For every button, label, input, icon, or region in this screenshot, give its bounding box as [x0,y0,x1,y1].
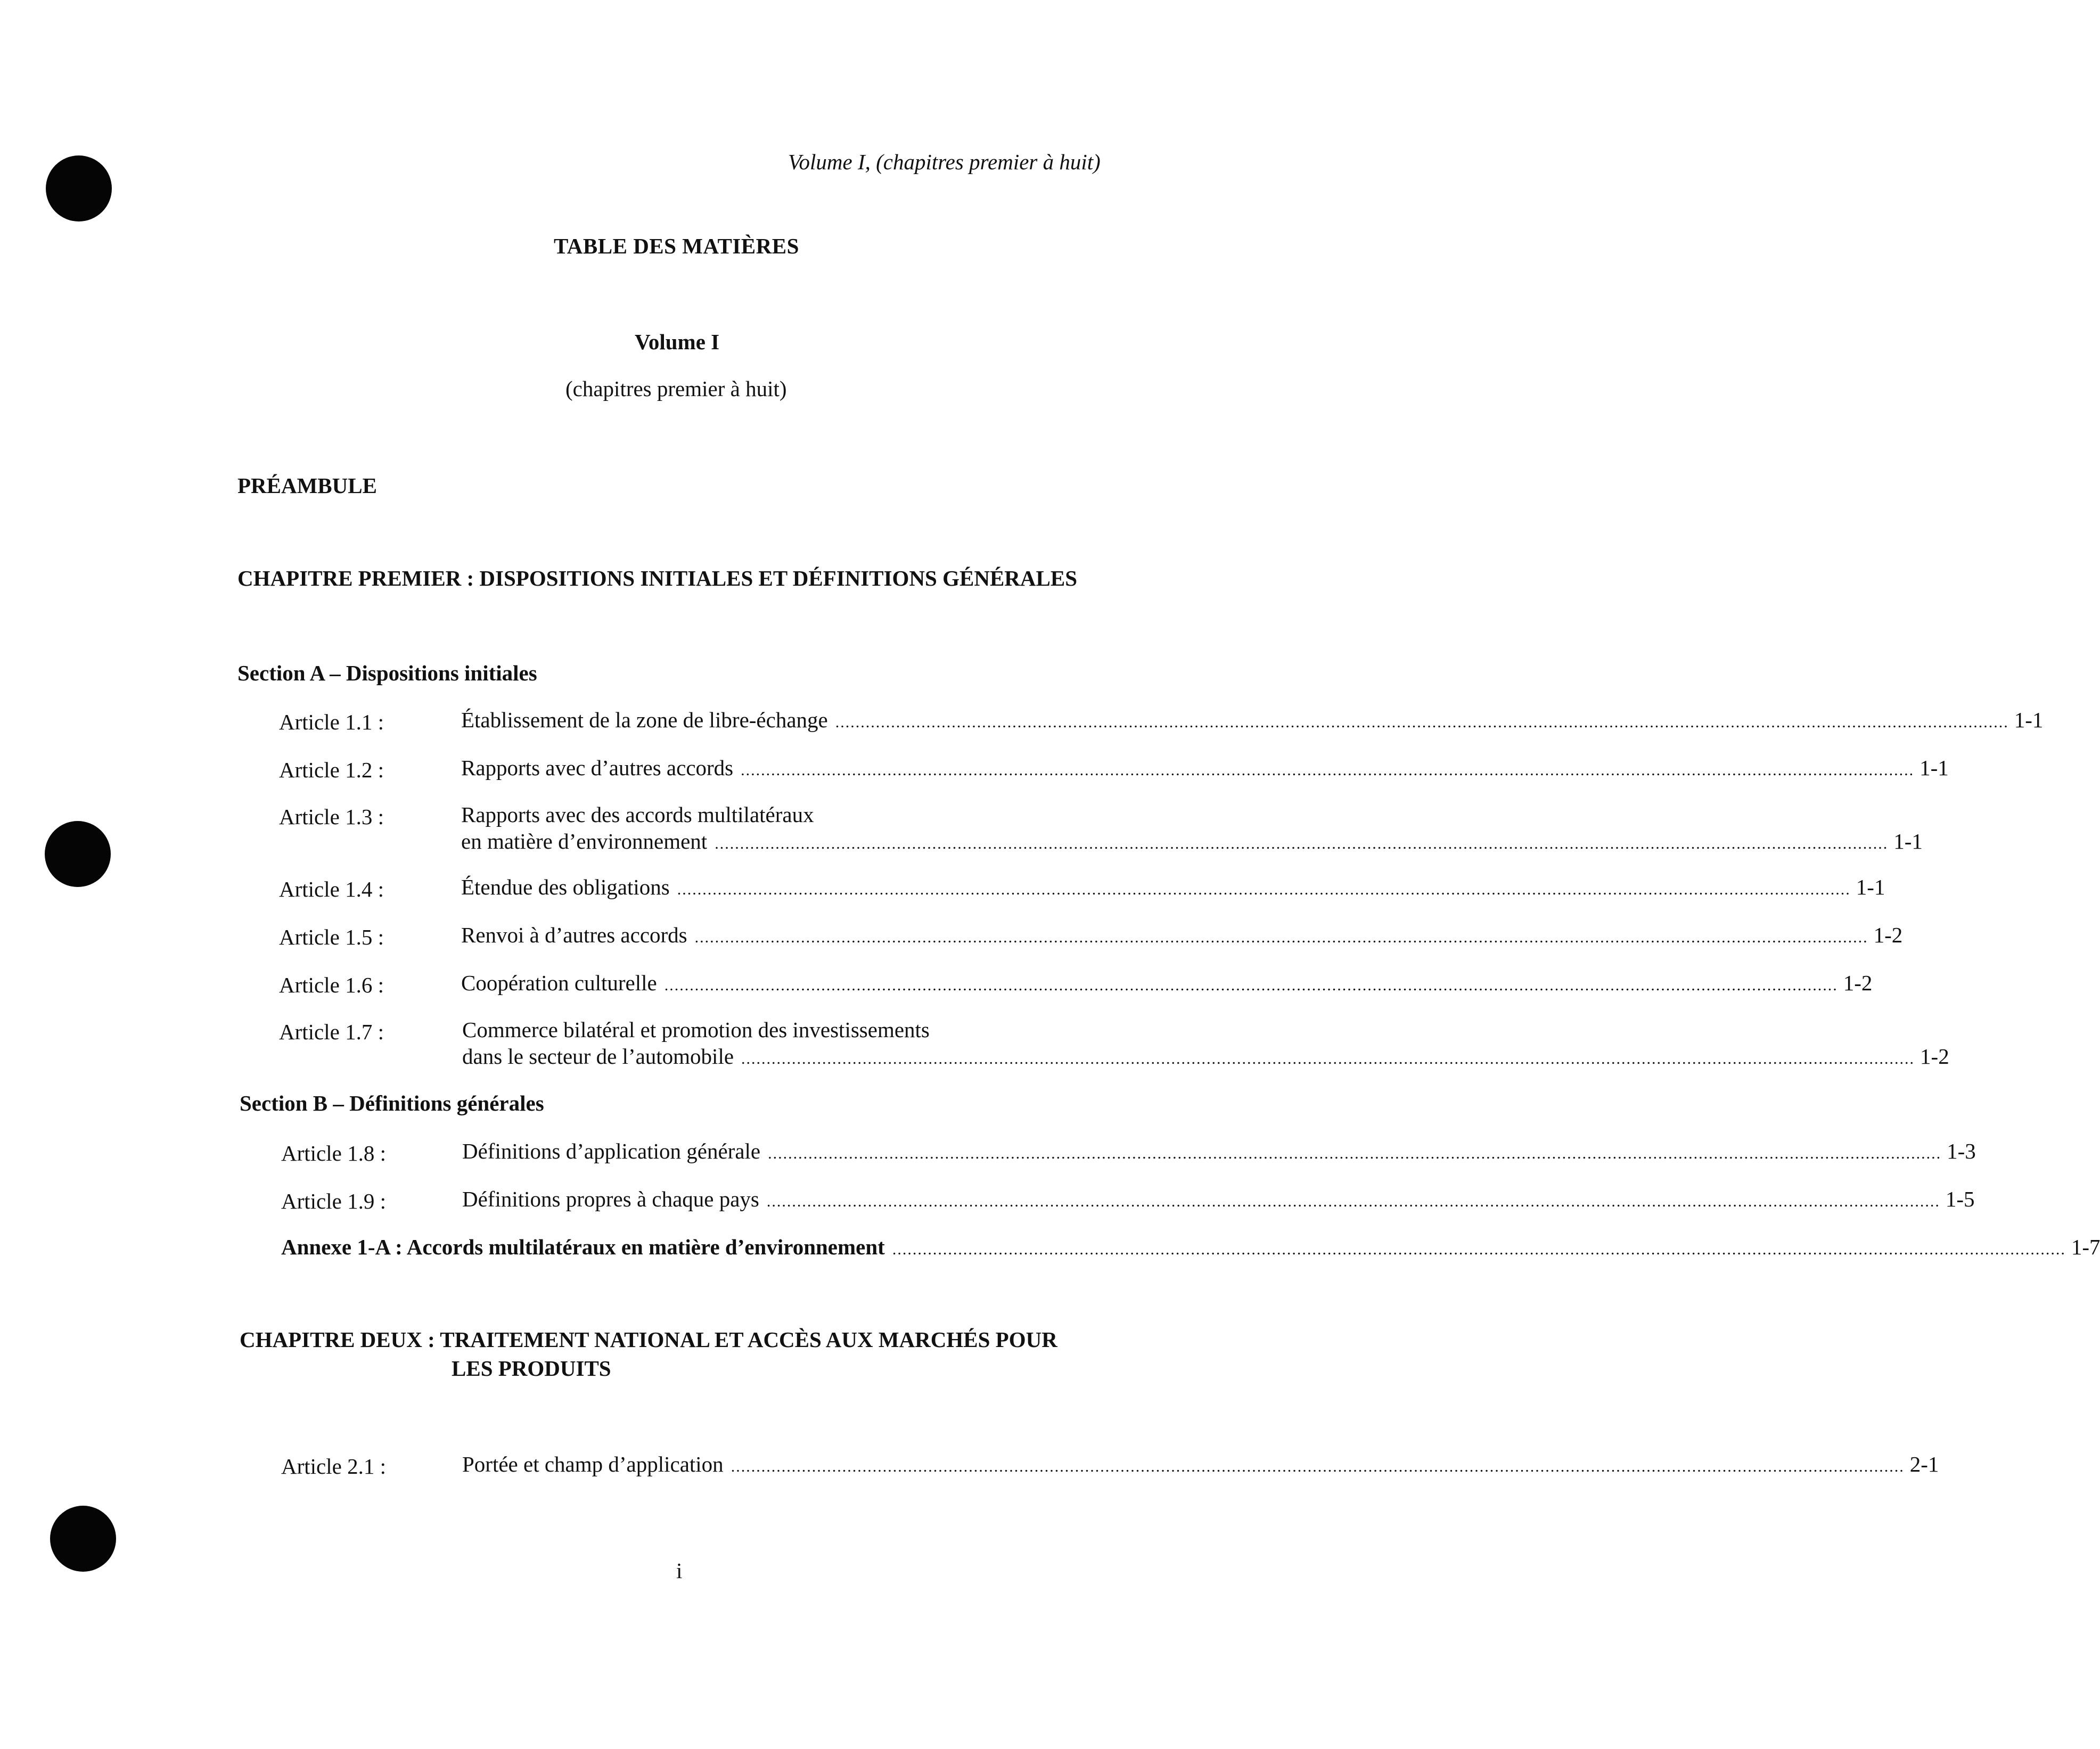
article-label: Article 1.6 : [279,973,384,997]
chapter-2-heading[interactable]: CHAPITRE DEUX : TRAITEMENT NATIONAL ET ACCÈS AUX MARCHÉS POUR [240,1327,1057,1352]
article-label: Article 2.1 : [281,1454,386,1479]
dot-leader: ........................................................................................................................................................................................................................................ [715,835,1889,852]
entry-title-line1[interactable]: Rapports avec des accords multilatéraux [461,802,814,827]
toc-entry-1-6[interactable] [461,970,1873,996]
page-number: 1-7 [2071,1235,2100,1259]
article-label: Article 1.7 : [279,1020,384,1044]
entry-title: Rapports avec d’autres accords [461,756,734,780]
dot-leader: ........................................................................................................................................................................................................................................ [768,1145,1942,1162]
preamble-heading[interactable]: PRÉAMBULE [237,473,377,498]
entry-title: Coopération culturelle [461,971,657,995]
section-b-heading[interactable]: Section B – Définitions générales [240,1091,544,1115]
article-label: Article 1.8 : [281,1141,386,1165]
toc-entry-1-2[interactable] [461,755,1949,781]
page-number: 1-5 [1945,1187,1975,1211]
entry-title: Définitions propres à chaque pays [462,1187,759,1211]
toc-entry-1-7[interactable] [462,1044,1949,1069]
entry-title: Renvoi à d’autres accords [461,923,687,947]
page-number: 1-1 [2014,708,2044,732]
toc-entry-annex-1-a[interactable] [281,1234,2100,1260]
dot-leader: ........................................................................................................................................................................................................................................ [731,1458,1905,1475]
binder-hole-top [46,155,112,221]
entry-title: Annexe 1-A : Accords multilatéraux en matière d’environnement [281,1235,885,1259]
dot-leader: ........................................................................................................................................................................................................................................ [677,881,1851,898]
toc-entry-1-8[interactable] [462,1138,1976,1164]
volume-subtitle: (chapitres premier à huit) [565,376,787,401]
dot-leader: ........................................................................................................................................................................................................................................ [664,976,1838,994]
article-label: Article 1.4 : [279,877,384,901]
toc-entry-1-4[interactable] [461,874,1885,900]
page-number: 1-1 [1893,829,1923,853]
entry-title: dans le secteur de l’automobile [462,1044,734,1069]
binder-hole-middle [45,821,111,887]
page-number: 2-1 [1909,1452,1939,1476]
toc-entry-1-5[interactable] [461,922,1903,948]
toc-entry-1-9[interactable] [462,1186,1975,1212]
toc-entry-2-1[interactable] [462,1451,1939,1477]
page-number: 1-2 [1873,923,1903,947]
page-number: 1-2 [1843,971,1873,995]
page-number: 1-3 [1947,1139,1976,1163]
page-folio: i [676,1558,683,1583]
article-label: Article 1.1 : [279,710,384,734]
chapter-2-heading-continued[interactable]: LES PRODUITS [452,1356,611,1381]
page-title: TABLE DES MATIÈRES [554,234,799,258]
dot-leader: ........................................................................................................................................................................................................................................ [892,1241,2066,1258]
dot-leader: ........................................................................................................................................................................................................................................ [741,761,1915,779]
entry-title: Étendue des obligations [461,875,670,899]
entry-title: Définitions d’application générale [462,1139,761,1163]
toc-entry-1-1[interactable] [461,707,2044,733]
article-label: Article 1.3 : [279,804,384,829]
entry-title: en matière d’environnement [461,829,708,853]
dot-leader: ........................................................................................................................................................................................................................................ [766,1193,1940,1210]
chapter-1-heading[interactable]: CHAPITRE PREMIER : DISPOSITIONS INITIALES ET DÉFINITIONS GÉNÉRALES [237,566,1077,590]
toc-entry-1-3[interactable] [461,828,1923,854]
section-a-heading[interactable]: Section A – Dispositions initiales [237,661,537,685]
dot-leader: ........................................................................................................................................................................................................................................ [694,929,1868,946]
page-number: 1-2 [1920,1044,1949,1069]
entry-title: Portée et champ d’application [462,1452,724,1476]
article-label: Article 1.2 : [279,758,384,782]
entry-title-line1[interactable]: Commerce bilatéral et promotion des investissements [462,1017,930,1042]
volume-title: Volume I [635,330,720,354]
binder-hole-bottom [50,1506,116,1572]
entry-title: Établissement de la zone de libre-échange [461,708,828,732]
article-label: Article 1.5 : [279,925,384,949]
dot-leader: ........................................................................................................................................................................................................................................ [835,713,2009,731]
dot-leader: ........................................................................................................................................................................................................................................ [741,1050,1915,1068]
page-number: 1-1 [1856,875,1885,899]
page-number: 1-1 [1919,756,1949,780]
article-label: Article 1.9 : [281,1189,386,1213]
running-head: Volume I, (chapitres premier à huit) [788,150,1101,174]
